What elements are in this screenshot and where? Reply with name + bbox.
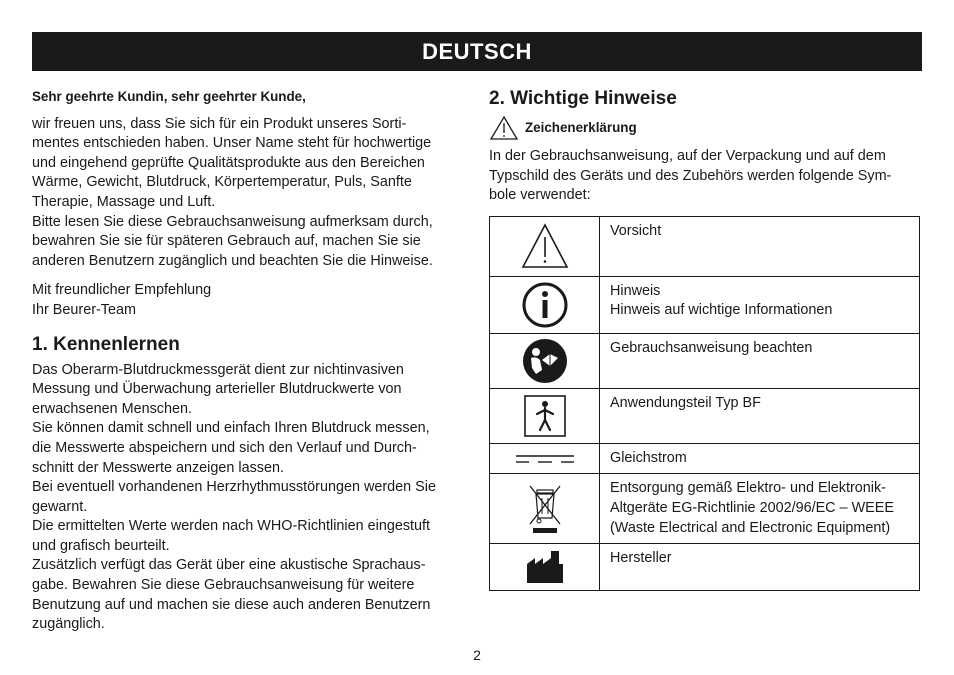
text-line: Gebrauchsanweisung beachten xyxy=(610,339,813,356)
text-line: In der Gebrauchsanweisung, auf der Verpackung und auf dem xyxy=(489,148,886,164)
subheading-label: Zeichenerklärung xyxy=(525,120,637,136)
text-line: (Waste Electrical and Electronic Equipment) xyxy=(610,519,891,536)
symbol-description xyxy=(600,474,920,544)
symbol-description xyxy=(600,443,920,474)
symbols-table xyxy=(489,216,920,591)
warning-triangle-icon xyxy=(489,115,519,141)
text-line: schnitt der Messwerte anzeigen lassen. xyxy=(32,459,284,476)
read-manual-icon xyxy=(522,338,568,384)
icon-cell xyxy=(490,276,600,333)
intro-paragraph xyxy=(32,115,467,272)
text-line: mentes entschieden haben. Unser Name steht für hochwertige xyxy=(32,135,432,152)
text-line: Benutzung auf und machen sie diese auch anderen Benutzern xyxy=(32,596,431,613)
text-line: Typschild des Geräts und des Zubehörs werden folgende Sym- xyxy=(489,167,892,184)
table-row xyxy=(490,544,920,591)
section-body-kennenlernen xyxy=(32,361,467,635)
direct-current-icon xyxy=(515,452,575,466)
subheading-zeichenerklaerung xyxy=(489,115,922,141)
text-line: anderen Benutzern zugänglich und beachten Sie die Hinweise. xyxy=(32,252,433,269)
symbol-description xyxy=(600,333,920,388)
table-row xyxy=(490,216,920,276)
section-title-kennenlernen: 1. Kennenlernen xyxy=(32,333,180,355)
symbol-description xyxy=(600,544,920,591)
table-row xyxy=(490,333,920,388)
text-line: Ihr Beurer-Team xyxy=(32,301,136,318)
text-line: Gleichstrom xyxy=(610,449,687,466)
text-line: Bei eventuell vorhandenen Herzrhythmusstörungen werden Sie xyxy=(32,479,436,496)
text-line: Bitte lesen Sie diese Gebrauchsanweisung aufmerksam durch, xyxy=(32,213,433,230)
text-line: Hersteller xyxy=(610,550,672,567)
text-line: bole verwendet: xyxy=(489,187,591,204)
info-icon xyxy=(521,281,569,329)
text-line: Sie können damit schnell und einfach Ihren Blutdruck messen, xyxy=(32,420,430,437)
text-line: und grafisch beurteilt. xyxy=(32,537,170,554)
icon-cell xyxy=(490,388,600,443)
icon-cell xyxy=(490,216,600,276)
table-row xyxy=(490,443,920,474)
text-line: Zusätzlich verfügt das Gerät über eine akustische Sprachaus- xyxy=(32,557,426,574)
text-line: Hinweis xyxy=(610,282,661,299)
text-line: Vorsicht xyxy=(610,222,662,239)
text-line: Altgeräte EG-Richtlinie 2002/96/EC – WEEE xyxy=(610,499,894,516)
left-column xyxy=(32,87,467,635)
right-column xyxy=(489,87,922,591)
page-number: 2 xyxy=(473,647,481,663)
type-bf-icon xyxy=(524,395,566,437)
text-line: Messung und Überwachung arterieller Blutdruckwerte von xyxy=(32,381,402,398)
text-line: gewarnt. xyxy=(32,498,88,515)
text-line: Das Oberarm-Blutdruckmessgerät dient zur nichtinvasiven xyxy=(32,361,404,378)
text-line: Mit freundlicher Empfehlung xyxy=(32,282,212,299)
text-line: bewahren Sie sie für späteren Gebrauch auf, machen Sie sie xyxy=(32,233,421,250)
text-line: erwachsenen Menschen. xyxy=(32,400,192,417)
header-title: DEUTSCH xyxy=(422,39,532,64)
text-line: zugänglich. xyxy=(32,616,105,633)
text-line: und eingehend geprüfte Qualitätsprodukte aus den Bereichen xyxy=(32,154,425,171)
icon-cell xyxy=(490,474,600,544)
manufacturer-icon xyxy=(526,550,564,584)
icon-cell xyxy=(490,333,600,388)
table-row xyxy=(490,474,920,544)
symbol-description xyxy=(600,276,920,333)
text-line: Therapie, Massage und Luft. xyxy=(32,193,216,210)
weee-bin-icon xyxy=(528,484,562,534)
symbol-description xyxy=(600,388,920,443)
text-line: Anwendungsteil Typ BF xyxy=(610,394,761,411)
icon-cell xyxy=(490,443,600,474)
section-title-wichtige-hinweise: 2. Wichtige Hinweise xyxy=(489,88,677,109)
icon-cell xyxy=(490,544,600,591)
text-line: Hinweis auf wichtige Informationen xyxy=(610,302,833,319)
table-row xyxy=(490,276,920,333)
symbols-intro xyxy=(489,147,922,206)
text-line: die Messwerte abspeichern und sich den Verlauf und Durch- xyxy=(32,439,417,456)
text-line: Wärme, Gewicht, Blutdruck, Körpertemperatur, Puls, Sanfte xyxy=(32,174,412,191)
symbol-description xyxy=(600,216,920,276)
salutation: Sehr geehrte Kundin, sehr geehrter Kunde, xyxy=(32,89,306,104)
text-line: gabe. Bewahren Sie diese Gebrauchsanweisung für weitere xyxy=(32,577,415,594)
text-line: Die ermittelten Werte werden nach WHO-Richtlinien eingestuft xyxy=(32,518,431,535)
warning-triangle-icon xyxy=(521,223,569,269)
table-row xyxy=(490,388,920,443)
closing xyxy=(32,281,467,320)
text-line: Entsorgung gemäß Elektro- und Elektronik- xyxy=(610,480,886,497)
text-line: wir freuen uns, dass Sie sich für ein Produkt unseres Sorti- xyxy=(32,115,407,132)
language-header xyxy=(32,32,922,71)
